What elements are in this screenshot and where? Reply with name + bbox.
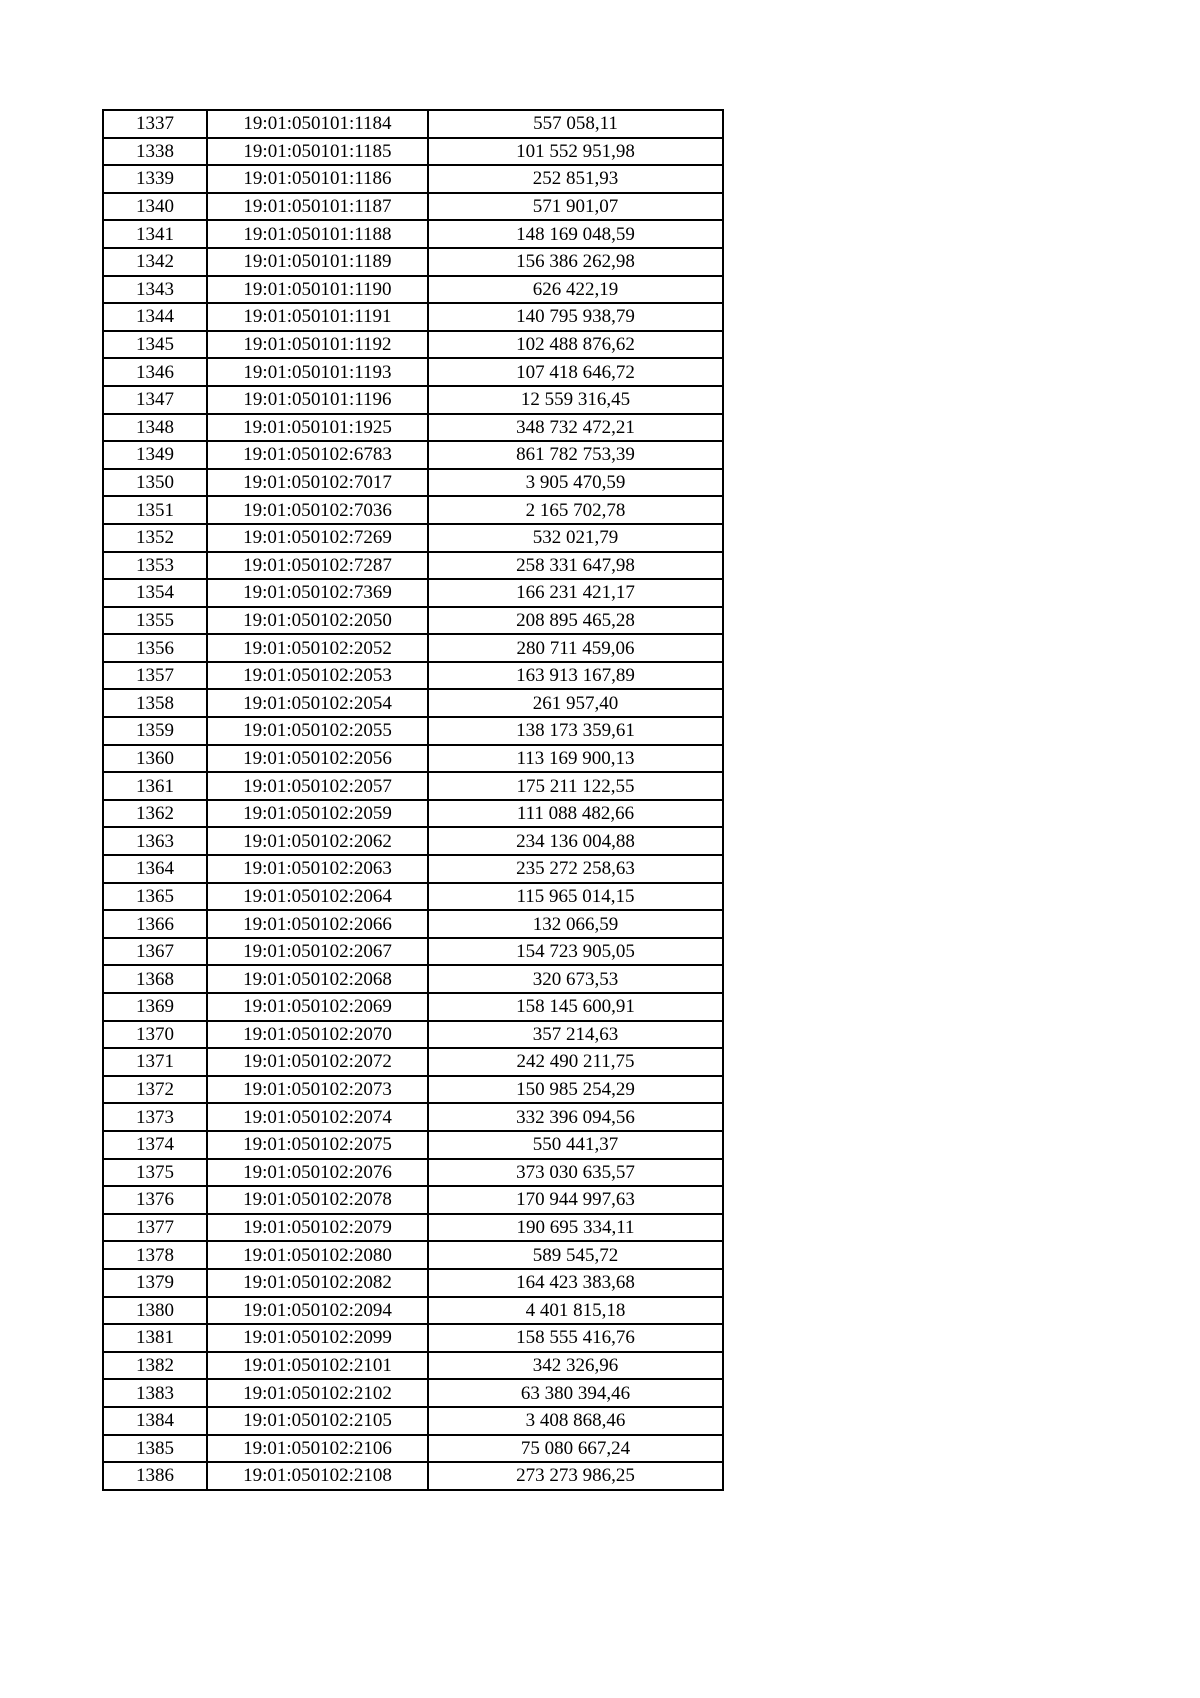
value-cell: 154 723 905,05 — [428, 938, 723, 966]
value-cell: 132 066,59 — [428, 910, 723, 938]
table-row — [103, 662, 723, 690]
table-row — [103, 1131, 723, 1159]
table-row — [103, 220, 723, 248]
row-number-cell: 1349 — [103, 441, 207, 469]
row-number-cell: 1338 — [103, 138, 207, 166]
table-row — [103, 1297, 723, 1325]
table-row — [103, 1462, 723, 1490]
value-cell: 557 058,11 — [428, 110, 723, 138]
value-cell: 3 905 470,59 — [428, 469, 723, 497]
cadastral-number-cell: 19:01:050102:2079 — [207, 1214, 428, 1242]
value-cell: 101 552 951,98 — [428, 138, 723, 166]
value-cell: 280 711 459,06 — [428, 634, 723, 662]
table-row — [103, 910, 723, 938]
value-cell: 258 331 647,98 — [428, 552, 723, 580]
value-cell: 150 985 254,29 — [428, 1076, 723, 1104]
row-number-cell: 1370 — [103, 1021, 207, 1049]
value-cell: 12 559 316,45 — [428, 386, 723, 414]
value-cell: 342 326,96 — [428, 1352, 723, 1380]
row-number-cell: 1357 — [103, 662, 207, 690]
cadastral-number-cell: 19:01:050101:1193 — [207, 358, 428, 386]
value-cell: 164 423 383,68 — [428, 1269, 723, 1297]
table-row — [103, 331, 723, 359]
cadastral-number-cell: 19:01:050102:2052 — [207, 634, 428, 662]
row-number-cell: 1373 — [103, 1103, 207, 1131]
cadastral-number-cell: 19:01:050102:7287 — [207, 552, 428, 580]
value-cell: 166 231 421,17 — [428, 579, 723, 607]
cadastral-number-cell: 19:01:050102:2062 — [207, 827, 428, 855]
row-number-cell: 1340 — [103, 193, 207, 221]
table-row — [103, 1407, 723, 1435]
row-number-cell: 1350 — [103, 469, 207, 497]
value-cell: 626 422,19 — [428, 276, 723, 304]
value-cell: 208 895 465,28 — [428, 607, 723, 635]
table-row — [103, 1048, 723, 1076]
cadastral-number-cell: 19:01:050102:2069 — [207, 993, 428, 1021]
row-number-cell: 1365 — [103, 883, 207, 911]
cadastral-number-cell: 19:01:050102:2057 — [207, 772, 428, 800]
table-row — [103, 883, 723, 911]
cadastral-number-cell: 19:01:050102:2076 — [207, 1159, 428, 1187]
table-row — [103, 745, 723, 773]
row-number-cell: 1364 — [103, 855, 207, 883]
table-row — [103, 1021, 723, 1049]
table-row — [103, 414, 723, 442]
row-number-cell: 1352 — [103, 524, 207, 552]
row-number-cell: 1381 — [103, 1324, 207, 1352]
cadastral-number-cell: 19:01:050102:2066 — [207, 910, 428, 938]
cadastral-number-cell: 19:01:050102:2102 — [207, 1379, 428, 1407]
table-row — [103, 193, 723, 221]
row-number-cell: 1348 — [103, 414, 207, 442]
value-cell: 357 214,63 — [428, 1021, 723, 1049]
table-row — [103, 524, 723, 552]
cadastral-number-cell: 19:01:050102:2056 — [207, 745, 428, 773]
cadastral-number-cell: 19:01:050102:2078 — [207, 1186, 428, 1214]
row-number-cell: 1380 — [103, 1297, 207, 1325]
value-cell: 163 913 167,89 — [428, 662, 723, 690]
row-number-cell: 1355 — [103, 607, 207, 635]
value-cell: 111 088 482,66 — [428, 800, 723, 828]
cadastral-number-cell: 19:01:050101:1925 — [207, 414, 428, 442]
table-row — [103, 303, 723, 331]
table-row — [103, 248, 723, 276]
value-cell: 175 211 122,55 — [428, 772, 723, 800]
cadastral-number-cell: 19:01:050102:6783 — [207, 441, 428, 469]
cadastral-number-cell: 19:01:050102:2054 — [207, 689, 428, 717]
row-number-cell: 1344 — [103, 303, 207, 331]
value-cell: 261 957,40 — [428, 689, 723, 717]
row-number-cell: 1376 — [103, 1186, 207, 1214]
row-number-cell: 1353 — [103, 552, 207, 580]
value-cell: 2 165 702,78 — [428, 496, 723, 524]
row-number-cell: 1375 — [103, 1159, 207, 1187]
row-number-cell: 1345 — [103, 331, 207, 359]
cadastral-number-cell: 19:01:050102:2070 — [207, 1021, 428, 1049]
cadastral-number-cell: 19:01:050102:2053 — [207, 662, 428, 690]
row-number-cell: 1343 — [103, 276, 207, 304]
row-number-cell: 1366 — [103, 910, 207, 938]
table-row — [103, 441, 723, 469]
value-cell: 148 169 048,59 — [428, 220, 723, 248]
cadastral-number-cell: 19:01:050102:7269 — [207, 524, 428, 552]
cadastral-number-cell: 19:01:050101:1192 — [207, 331, 428, 359]
cadastral-number-cell: 19:01:050102:2072 — [207, 1048, 428, 1076]
cadastral-number-cell: 19:01:050102:2055 — [207, 717, 428, 745]
cadastral-number-cell: 19:01:050101:1196 — [207, 386, 428, 414]
table-row — [103, 1435, 723, 1463]
row-number-cell: 1371 — [103, 1048, 207, 1076]
row-number-cell: 1337 — [103, 110, 207, 138]
row-number-cell: 1362 — [103, 800, 207, 828]
value-cell: 550 441,37 — [428, 1131, 723, 1159]
row-number-cell: 1347 — [103, 386, 207, 414]
table-row — [103, 827, 723, 855]
table-row — [103, 138, 723, 166]
table-row — [103, 276, 723, 304]
row-number-cell: 1342 — [103, 248, 207, 276]
cadastral-number-cell: 19:01:050101:1189 — [207, 248, 428, 276]
cadastral-number-cell: 19:01:050102:2059 — [207, 800, 428, 828]
cadastral-number-cell: 19:01:050102:2064 — [207, 883, 428, 911]
table-row — [103, 993, 723, 1021]
cadastral-number-cell: 19:01:050102:2082 — [207, 1269, 428, 1297]
row-number-cell: 1367 — [103, 938, 207, 966]
cadastral-number-cell: 19:01:050102:2106 — [207, 1435, 428, 1463]
table-row — [103, 1241, 723, 1269]
table-row — [103, 855, 723, 883]
table-row — [103, 1103, 723, 1131]
value-cell: 113 169 900,13 — [428, 745, 723, 773]
cadastral-number-cell: 19:01:050101:1186 — [207, 165, 428, 193]
table-row — [103, 165, 723, 193]
row-number-cell: 1360 — [103, 745, 207, 773]
value-cell: 75 080 667,24 — [428, 1435, 723, 1463]
table-row — [103, 965, 723, 993]
row-number-cell: 1368 — [103, 965, 207, 993]
value-cell: 332 396 094,56 — [428, 1103, 723, 1131]
cadastral-number-cell: 19:01:050102:2067 — [207, 938, 428, 966]
cadastral-number-cell: 19:01:050101:1187 — [207, 193, 428, 221]
table-row — [103, 386, 723, 414]
table-row — [103, 1214, 723, 1242]
row-number-cell: 1372 — [103, 1076, 207, 1104]
table-row — [103, 1269, 723, 1297]
row-number-cell: 1363 — [103, 827, 207, 855]
table-row — [103, 358, 723, 386]
value-cell: 252 851,93 — [428, 165, 723, 193]
table-row — [103, 110, 723, 138]
row-number-cell: 1374 — [103, 1131, 207, 1159]
table-row — [103, 1159, 723, 1187]
row-number-cell: 1379 — [103, 1269, 207, 1297]
cadastral-number-cell: 19:01:050102:2063 — [207, 855, 428, 883]
table-row — [103, 607, 723, 635]
cadastral-number-cell: 19:01:050102:2080 — [207, 1241, 428, 1269]
table-row — [103, 772, 723, 800]
value-cell: 373 030 635,57 — [428, 1159, 723, 1187]
cadastral-number-cell: 19:01:050102:2075 — [207, 1131, 428, 1159]
value-cell: 190 695 334,11 — [428, 1214, 723, 1242]
value-cell: 348 732 472,21 — [428, 414, 723, 442]
value-cell: 235 272 258,63 — [428, 855, 723, 883]
table-row — [103, 689, 723, 717]
value-cell: 589 545,72 — [428, 1241, 723, 1269]
value-cell: 102 488 876,62 — [428, 331, 723, 359]
cadastral-number-cell: 19:01:050102:2074 — [207, 1103, 428, 1131]
row-number-cell: 1356 — [103, 634, 207, 662]
row-number-cell: 1383 — [103, 1379, 207, 1407]
table-row — [103, 496, 723, 524]
table-row — [103, 634, 723, 662]
table-row — [103, 1186, 723, 1214]
value-cell: 158 555 416,76 — [428, 1324, 723, 1352]
value-cell: 273 273 986,25 — [428, 1462, 723, 1490]
row-number-cell: 1341 — [103, 220, 207, 248]
row-number-cell: 1382 — [103, 1352, 207, 1380]
value-cell: 140 795 938,79 — [428, 303, 723, 331]
row-number-cell: 1358 — [103, 689, 207, 717]
value-cell: 158 145 600,91 — [428, 993, 723, 1021]
value-cell: 115 965 014,15 — [428, 883, 723, 911]
table-row — [103, 1324, 723, 1352]
cadastral-number-cell: 19:01:050102:7036 — [207, 496, 428, 524]
row-number-cell: 1377 — [103, 1214, 207, 1242]
row-number-cell: 1361 — [103, 772, 207, 800]
row-number-cell: 1369 — [103, 993, 207, 1021]
value-cell: 4 401 815,18 — [428, 1297, 723, 1325]
value-cell: 861 782 753,39 — [428, 441, 723, 469]
row-number-cell: 1351 — [103, 496, 207, 524]
table-row — [103, 800, 723, 828]
cadastral-number-cell: 19:01:050102:2101 — [207, 1352, 428, 1380]
value-cell: 138 173 359,61 — [428, 717, 723, 745]
table-row — [103, 1379, 723, 1407]
value-cell: 571 901,07 — [428, 193, 723, 221]
cadastral-number-cell: 19:01:050102:7369 — [207, 579, 428, 607]
row-number-cell: 1346 — [103, 358, 207, 386]
cadastral-number-cell: 19:01:050102:2108 — [207, 1462, 428, 1490]
cadastral-number-cell: 19:01:050101:1188 — [207, 220, 428, 248]
value-cell: 320 673,53 — [428, 965, 723, 993]
cadastral-number-cell: 19:01:050102:2068 — [207, 965, 428, 993]
value-cell: 107 418 646,72 — [428, 358, 723, 386]
table-row — [103, 552, 723, 580]
value-cell: 242 490 211,75 — [428, 1048, 723, 1076]
value-cell: 156 386 262,98 — [428, 248, 723, 276]
cadastral-number-cell: 19:01:050102:2094 — [207, 1297, 428, 1325]
cadastral-number-cell: 19:01:050102:2105 — [207, 1407, 428, 1435]
cadastral-value-table — [102, 109, 724, 1491]
cadastral-number-cell: 19:01:050101:1190 — [207, 276, 428, 304]
cadastral-number-cell: 19:01:050101:1184 — [207, 110, 428, 138]
cadastral-number-cell: 19:01:050102:2099 — [207, 1324, 428, 1352]
row-number-cell: 1339 — [103, 165, 207, 193]
table-row — [103, 469, 723, 497]
table-row — [103, 1352, 723, 1380]
table-row — [103, 1076, 723, 1104]
cadastral-number-cell: 19:01:050102:7017 — [207, 469, 428, 497]
table-row — [103, 938, 723, 966]
cadastral-number-cell: 19:01:050101:1191 — [207, 303, 428, 331]
row-number-cell: 1385 — [103, 1435, 207, 1463]
row-number-cell: 1359 — [103, 717, 207, 745]
value-cell: 3 408 868,46 — [428, 1407, 723, 1435]
cadastral-number-cell: 19:01:050102:2073 — [207, 1076, 428, 1104]
value-cell: 63 380 394,46 — [428, 1379, 723, 1407]
table-row — [103, 579, 723, 607]
row-number-cell: 1384 — [103, 1407, 207, 1435]
row-number-cell: 1378 — [103, 1241, 207, 1269]
cadastral-number-cell: 19:01:050101:1185 — [207, 138, 428, 166]
table-row — [103, 717, 723, 745]
value-cell: 170 944 997,63 — [428, 1186, 723, 1214]
value-cell: 532 021,79 — [428, 524, 723, 552]
cadastral-number-cell: 19:01:050102:2050 — [207, 607, 428, 635]
row-number-cell: 1354 — [103, 579, 207, 607]
table-body — [103, 110, 723, 1490]
row-number-cell: 1386 — [103, 1462, 207, 1490]
value-cell: 234 136 004,88 — [428, 827, 723, 855]
